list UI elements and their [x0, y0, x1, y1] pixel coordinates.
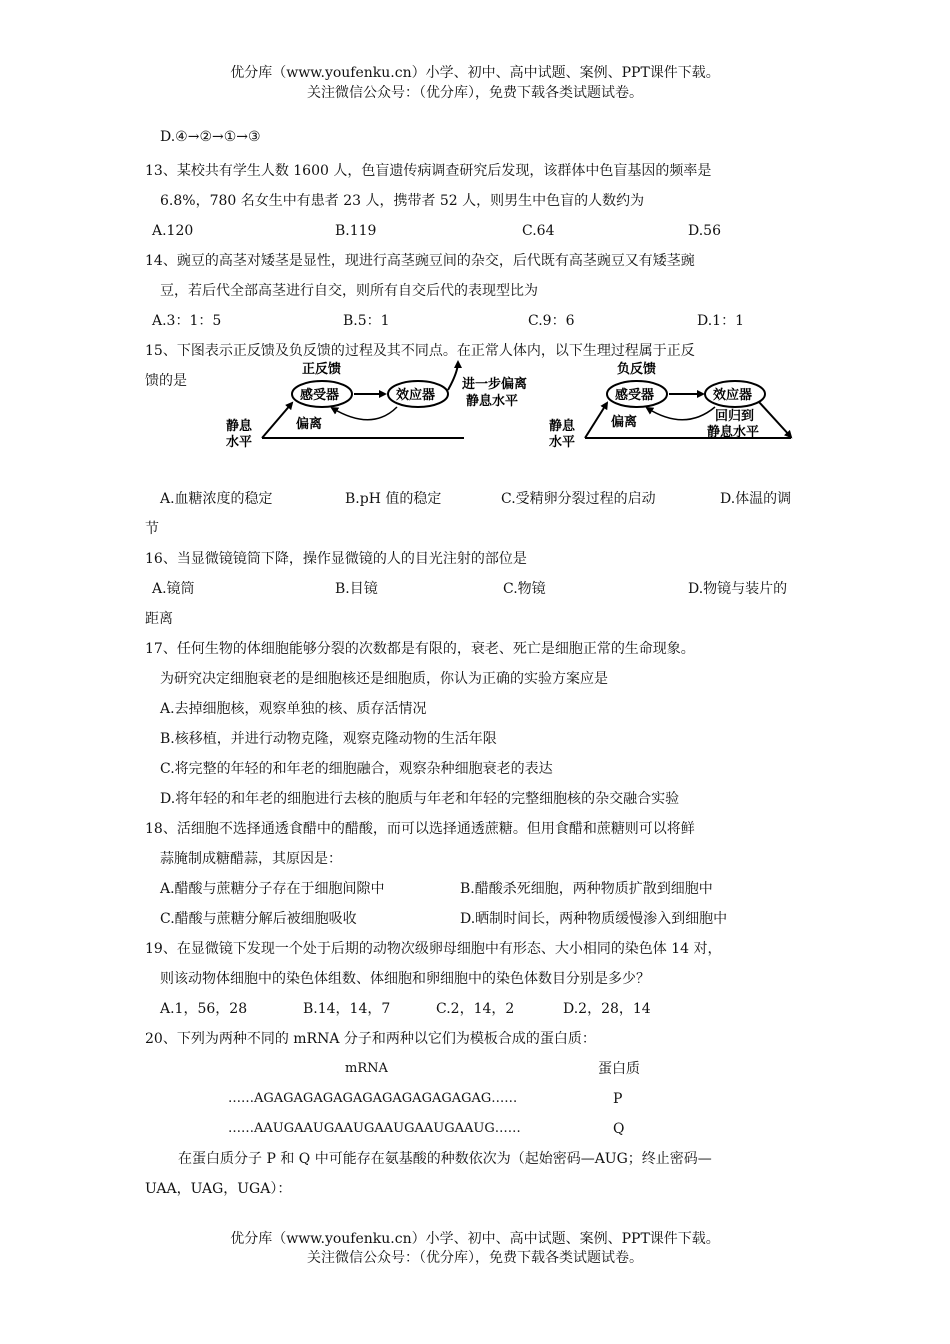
q14-option-c: C.9：6 [528, 313, 575, 329]
q20-row-seq: ……AAUGAAUGAAUGAAUGAAUGAAUG…… [228, 1121, 521, 1136]
q20-row-seq: ……AGAGAGAGAGAGAGAGAGAGAGAG…… [228, 1091, 518, 1106]
q16-option-a: A.镜筒 [152, 581, 195, 597]
positive-result-line2: 静息水平 [466, 394, 519, 409]
negative-deviate-label: 偏离 [611, 415, 638, 430]
q14-stem-2: 豆，若后代全部高茎进行自交，则所有自交后代的表现型比为 [160, 283, 538, 299]
q17-stem-1: 17、任何生物的体细胞能够分裂的次数都是有限的，衰老、死亡是细胞正常的生命现象。 [145, 641, 695, 657]
q16-option-d-cont: 距离 [145, 611, 173, 627]
q15-option-d-cont: 节 [145, 521, 159, 537]
negative-rest-line2: 水平 [549, 435, 576, 450]
q16-option-b: B.目镜 [335, 581, 378, 597]
q16-option-d: D.物镜与装片的 [688, 581, 788, 597]
q20-row-protein: P [613, 1091, 623, 1107]
q13-stem-1: 13、某校共有学生人数 1600 人，色盲遗传病调查研究后发现，该群体中色盲基因的频率是 [145, 163, 712, 179]
q13-option-a: A.120 [152, 223, 194, 239]
header-line-2: 关注微信公众号：（优分库），免费下载各类试题试卷。 [307, 85, 643, 101]
q19-stem-2: 则该动物体细胞中的染色体组数、体细胞和卵细胞中的染色体数目分别是多少？ [160, 971, 650, 987]
q18-option-c: C.醋酸与蔗糖分解后被细胞吸收 [160, 911, 357, 927]
q14-option-a: A.3：1：5 [152, 313, 222, 329]
q17-option-a: A.去掉细胞核，观察单独的核、质存活情况 [160, 701, 427, 717]
q20-col-mrna: mRNA [345, 1061, 388, 1076]
amplify-arrow [448, 362, 458, 390]
q18-stem-1: 18、活细胞不选择通透食醋中的醋酸，而可以选择通透蔗糖。但用食醋和蔗糖则可以将鲜 [145, 821, 695, 837]
q15-option-a: A.血糖浓度的稳定 [160, 491, 273, 507]
q14-option-d: D.1：1 [697, 313, 744, 329]
positive-title: 正反馈 [302, 362, 342, 377]
positive-feedback-diagram [222, 358, 528, 450]
q13-option-c: C.64 [522, 223, 555, 239]
q18-stem-2: 蒜腌制成糖醋蒜，其原因是： [160, 851, 342, 867]
positive-deviate-label: 偏离 [296, 417, 323, 432]
q19-option-c: C.2，14，2 [436, 1001, 515, 1017]
deviate-arrow [262, 403, 292, 438]
q20-row-protein: Q [613, 1121, 625, 1137]
negative-title: 负反馈 [617, 362, 657, 377]
q19-stem-1: 19、在显微镜下发现一个处于后期的动物次级卵母细胞中有形态、大小相同的染色体 14 对， [145, 941, 722, 957]
q12-option-d: D.④→②→①→③ [160, 129, 261, 145]
footer-line-1: 优分库（www.youfenku.cn）小学、初中、高中试题、案例、PPT课件下载。 [230, 1231, 720, 1247]
negative-rest-line1: 静息 [549, 419, 576, 434]
q13-option-d: D.56 [688, 223, 721, 239]
positive-rest-line1: 静息 [226, 419, 253, 434]
q15-option-d: D.体温的调 [720, 491, 792, 507]
q18-option-d: D.晒制时间长，两种物质缓慢渗入到细胞中 [460, 911, 728, 927]
q16-stem: 16、当显微镜镜筒下降，操作显微镜的人的目光注射的部位是 [145, 551, 527, 567]
q18-option-a: A.醋酸与蔗糖分子存在于细胞间隙中 [160, 881, 385, 897]
q20-tail-2: UAA，UAG，UGA）： [145, 1181, 292, 1197]
negative-effector-label: 效应器 [713, 388, 753, 403]
positive-result-line1: 进一步偏离 [462, 377, 528, 392]
q19-option-d: D.2，28，14 [563, 1001, 651, 1017]
q19-option-a: A.1，56，28 [160, 1001, 248, 1017]
deviate-arrow [585, 403, 607, 438]
negative-result-line1: 回归到 [715, 409, 755, 424]
q13-option-b: B.119 [335, 223, 377, 239]
return-arrow [759, 402, 791, 437]
q18-option-b: B.醋酸杀死细胞，两种物质扩散到细胞中 [460, 881, 713, 897]
negative-feedback-diagram [545, 358, 805, 450]
positive-effector-label: 效应器 [396, 388, 436, 403]
q20-col-protein: 蛋白质 [598, 1061, 640, 1077]
q19-option-b: B.14，14，7 [303, 1001, 391, 1017]
feedback-loop-arrow [332, 407, 397, 420]
negative-result-line2: 静息水平 [707, 425, 760, 440]
q20-tail-1: 在蛋白质分子 P 和 Q 中可能存在氨基酸的种数依次为（起始密码—AUG；终止密码— [178, 1151, 712, 1167]
q15-stem-2: 馈的是 [145, 373, 187, 389]
q20-stem: 20、下列为两种不同的 mRNA 分子和两种以它们为模板合成的蛋白质： [145, 1031, 596, 1047]
q15-option-b: B.pH 值的稳定 [345, 491, 442, 507]
negative-receptor-label: 感受器 [615, 388, 655, 403]
footer-line-2: 关注微信公众号：（优分库），免费下载各类试题试卷。 [307, 1250, 643, 1266]
q17-option-b: B.核移植，并进行动物克隆，观察克隆动物的生活年限 [160, 731, 497, 747]
positive-receptor-label: 感受器 [300, 388, 340, 403]
q13-stem-2: 6.8%，780 名女生中有患者 23 人，携带者 52 人，则男生中色盲的人数约为 [160, 193, 645, 209]
q14-option-b: B.5：1 [343, 313, 390, 329]
q14-stem-1: 14、豌豆的高茎对矮茎是显性，现进行高茎豌豆间的杂交，后代既有高茎豌豆又有矮茎豌 [145, 253, 695, 269]
feedback-loop-arrow [647, 407, 715, 420]
q15-option-c: C.受精卵分裂过程的启动 [501, 491, 656, 507]
q16-option-c: C.物镜 [503, 581, 546, 597]
q15-stem-1: 15、下图表示正反馈及负反馈的过程及其不同点。在正常人体内，以下生理过程属于正反 [145, 343, 695, 359]
q17-option-c: C.将完整的年轻的和年老的细胞融合，观察杂种细胞衰老的表达 [160, 761, 553, 777]
q17-stem-2: 为研究决定细胞衰老的是细胞核还是细胞质，你认为正确的实验方案应是 [160, 671, 608, 687]
q17-option-d: D.将年轻的和年老的细胞进行去核的胞质与年老和年轻的完整细胞核的杂交融合实验 [160, 791, 680, 807]
positive-rest-line2: 水平 [226, 435, 253, 450]
header-line-1: 优分库（www.youfenku.cn）小学、初中、高中试题、案例、PPT课件下载。 [230, 65, 720, 81]
